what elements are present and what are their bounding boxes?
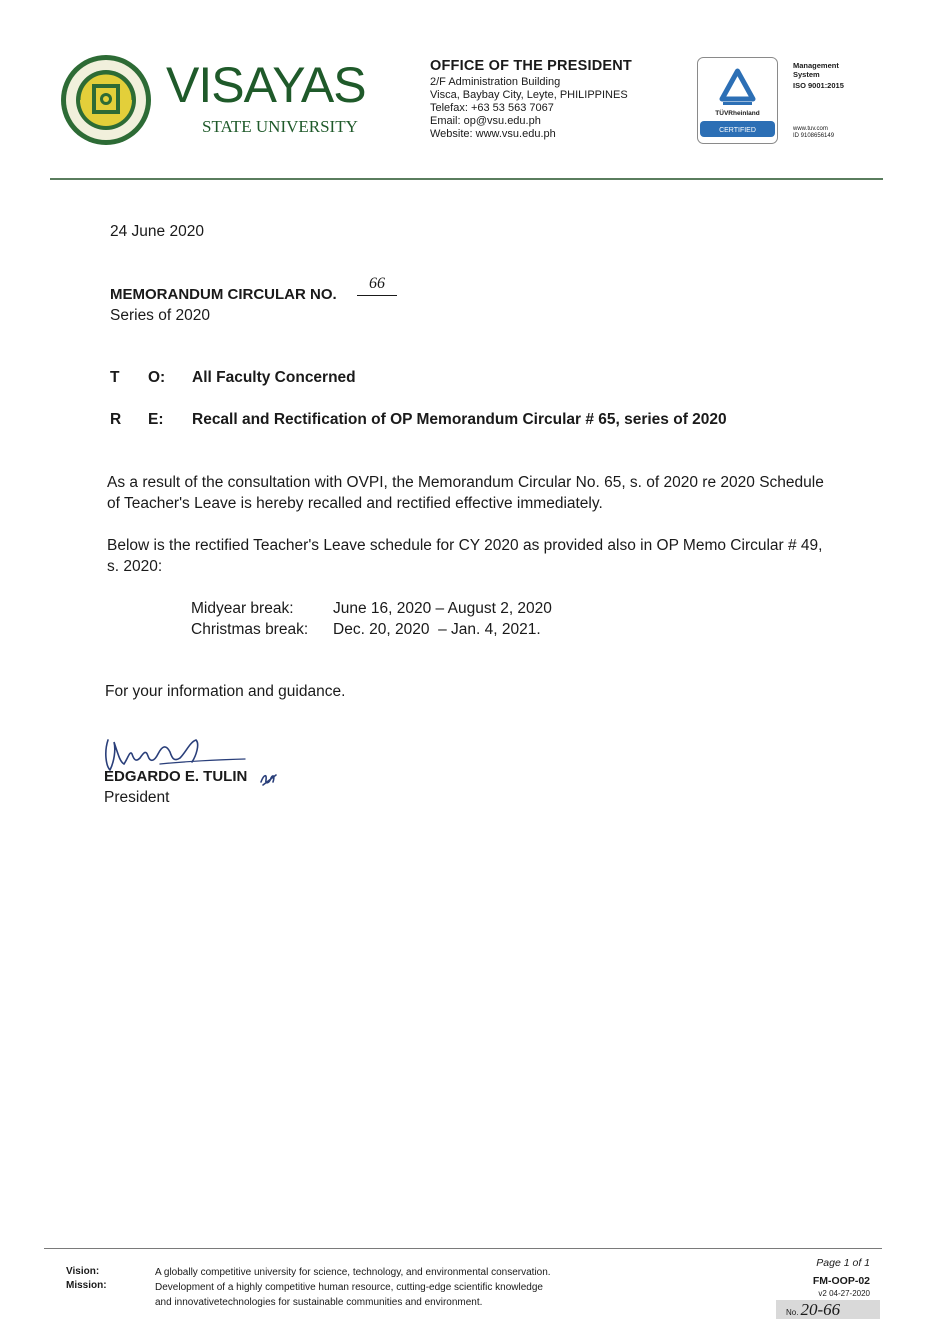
office-website: Website: www.vsu.edu.ph [430,128,556,140]
mgmt-line-2: System [793,70,820,79]
re-label-letter-2: E: [148,411,164,428]
paragraph-schedule-intro: Below is the rectified Teacher's Leave schedule for CY 2020 as provided also in OP Memo Circular # 49, s. 2020: [107,537,823,575]
schedule-label-christmas: Christmas break: [191,621,309,638]
vision-mission-text [155,1265,715,1310]
memo-date: 24 June 2020 [110,223,204,240]
university-seal-logo [60,54,152,146]
re-label-letter-1: R [110,411,122,428]
signer-name: EDGARDO E. TULIN [104,768,248,785]
schedule-value-midyear: June 16, 2020 – August 2, 2020 [333,600,552,617]
form-code: FM-OOP-02 [812,1275,870,1287]
form-version: v2 04-27-2020 [818,1289,870,1298]
university-name: VISAYAS [166,57,366,113]
office-telefax: Telefax: +63 53 563 7067 [430,102,554,114]
stamp-number: 20-66 [800,1300,841,1319]
circular-series: Series of 2020 [110,307,210,324]
footer-divider [44,1248,882,1249]
re-subject: Recall and Rectification of OP Memorandum Circular # 65, series of 2020 [192,411,727,428]
office-address-line-2: Visca, Baybay City, Leyte, PHILIPPINES [430,89,628,101]
header-divider [50,178,883,180]
mission-text-line-2: and innovativetechnologies for sustainable communities and environment. [155,1297,483,1308]
office-email: Email: op@vsu.edu.ph [430,115,541,127]
mission-text-line-1: Development of a highly competitive human resource, cutting-edge scientific knowledge [155,1282,543,1293]
re-label [110,409,186,430]
stamp-label: No. [786,1308,799,1317]
vision-text: A globally competitive university for science, technology, and environmental conservation. [155,1267,551,1278]
iso-standard: ISO 9001:2015 [793,81,844,90]
handwritten-initials [259,770,279,788]
tuv-web-info [793,126,834,140]
closing-line: For your information and guidance. [105,683,346,700]
tuv-certification-logo [697,57,778,144]
circular-number: 66 [357,275,397,296]
svg-text:TÜVRheinland: TÜVRheinland [715,110,760,117]
control-number-stamp [776,1300,880,1319]
management-system-info [793,61,844,90]
circular-label: MEMORANDUM CIRCULAR NO. [110,286,337,303]
schedule-label-midyear: Midyear break: [191,600,294,617]
to-recipients: All Faculty Concerned [192,369,356,386]
mission-label: Mission: [66,1280,107,1291]
schedule-value-christmas: Dec. 20, 2020 – Jan. 4, 2021. [333,621,541,638]
vision-label: Vision: [66,1266,100,1277]
office-info [430,58,632,141]
page-number: Page 1 of 1 [816,1257,870,1269]
paragraph-recall: As a result of the consultation with OVPI, the Memorandum Circular No. 65, s. of 2020 re 2020 Schedule of Teacher's Leave is hereby recalled and rectified effective immediately. [107,474,824,512]
university-subtitle: STATE UNIVERSITY [202,117,358,136]
to-label-letter-2: O: [148,369,166,386]
to-label-letter-1: T [110,369,120,386]
office-title: OFFICE OF THE PRESIDENT [430,58,632,74]
to-label [110,367,186,388]
office-address-line-1: 2/F Administration Building [430,76,561,88]
document-control-info [770,1255,870,1299]
svg-text:CERTIFIED: CERTIFIED [719,127,756,134]
tuv-id: ID 9108656149 [793,133,835,139]
vision-mission-labels [66,1265,107,1293]
mgmt-line-1: Management [793,61,839,70]
signer-title: President [104,789,170,806]
tuv-website: www.tuv.com [793,126,828,132]
